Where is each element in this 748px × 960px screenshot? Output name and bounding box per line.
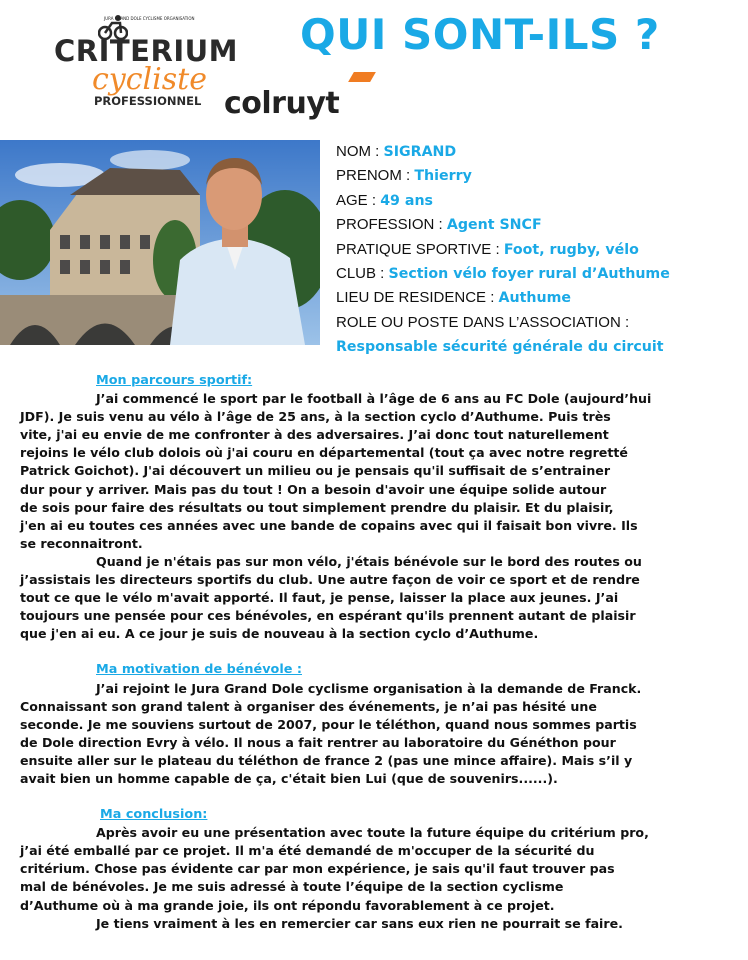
age-label: AGE : [336, 191, 381, 209]
profession-value: Agent SNCF [446, 217, 542, 234]
text-line: dur pour y arriver. Mais pas du tout ! On a besoin d'avoir une équipe solide autour [20, 481, 607, 497]
logo-colruyt: colruyt [224, 86, 340, 121]
motivation-heading: Ma motivation de bénévole : [96, 662, 302, 678]
text-line: vite, j'ai eu envie de me confronter à des adversaires. J’ai donc tout naturellement [20, 427, 609, 443]
conclusion-heading: Ma conclusion: [100, 807, 208, 823]
profession-label: PROFESSION : [336, 216, 447, 234]
text-line: Connaissant son grand talent à organiser des événements, je n’ai pas hésité une [20, 698, 597, 714]
lieu-label: LIEU DE RESIDENCE : [336, 289, 499, 307]
text-line: Quand je n'étais pas sur mon vélo, j'étais bénévole sur le bord des routes ou [96, 553, 642, 569]
logo-professionnel: PROFESSIONNEL [94, 94, 202, 108]
parcours-paragraph-2 [20, 553, 702, 643]
parcours-paragraph-1 [20, 390, 702, 553]
role-row [336, 311, 741, 335]
logo-small-text: JURA GRAND DOLE CYCLISME ORGANISATION [104, 16, 195, 21]
text-line: Je tiens vraiment à les en remercier car sans eux rien ne pourrait se faire. [96, 915, 623, 931]
text-line: que j'en ai eu. A ce jour je suis de nouveau à la section cyclo d’Authume. [20, 626, 539, 642]
text-line: j’assistais les directeurs sportifs du club. Une autre façon de voir ce sport et de rendre [20, 572, 640, 588]
conclusion-paragraph-1 [20, 824, 702, 914]
logo-criterium: CRITERIUM [54, 34, 239, 68]
motivation-paragraph-1 [20, 680, 702, 789]
text-line: j’ai été emballé par ce projet. Il m'a été demandé de m'occuper de la sécurité du [20, 843, 595, 859]
text-line: critérium. Chose pas évidente car par mon expérience, je sais qu'il faut trouver pas [20, 861, 615, 877]
text-line: d’Authume où à ma grande joie, ils ont répondu favorablement à ce projet. [20, 897, 555, 913]
page-title: QUI SONT-ILS ? [300, 10, 660, 59]
nom-row [336, 140, 741, 164]
conclusion-paragraph-2 [20, 915, 702, 933]
prenom-row [336, 164, 741, 188]
club-value: Section vélo foyer rural d’Authume [388, 266, 670, 283]
age-value: 49 ans [380, 192, 433, 209]
text-line: de sois pour faire des résultats ou tout simplement prendre du plaisir. Et du plaisir, [20, 499, 614, 515]
role-value: Responsable sécurité générale du circuit [336, 339, 664, 356]
nom-value: SIGRAND [383, 144, 457, 160]
pratique-label: PRATIQUE SPORTIVE : [336, 240, 504, 258]
nom-label: NOM : [336, 143, 384, 160]
text-line: ensuite aller sur le plateau du téléthon de france 2 (pas une mince affaire). Mais s’il y [20, 752, 633, 768]
text-line: mal de bénévoles. Je me suis adressé à toute l’équipe de la section cyclisme [20, 879, 564, 895]
article-body [20, 372, 702, 933]
text-line: Patrick Goichot). J'ai découvert un milieu ou je pensais qu'il suffisait de s’entrainer [20, 463, 611, 479]
profile-info [336, 140, 741, 360]
text-line: avait bien un homme capable de ça, c'était bien Lui (que de souvenirs......). [20, 770, 558, 786]
text-line: j'en ai eu toutes ces années avec une bande de copains avec qui il faisait bon vivre. Ils [20, 517, 638, 533]
text-line: Après avoir eu une présentation avec toute la future équipe du critérium pro, [96, 825, 649, 841]
text-line: toujours une pensée pour ces bénévoles, en espérant qu'ils prennent autant de plaisir [20, 608, 636, 624]
lieu-value: Authume [498, 290, 572, 307]
prenom-label: PRENOM : [336, 167, 415, 185]
age-row [336, 189, 741, 213]
text-line: tout ce que le vélo m'avait apporté. Il faut, je pense, laisser la place aux jeunes. J’ai [20, 590, 619, 606]
logo-cycliste: cycliste [92, 62, 207, 97]
text-line: rejoins le vélo club dolois où j'ai couru en départemental (tout ça avec notre regretté [20, 445, 628, 461]
text-line: J’ai rejoint le Jura Grand Dole cyclisme organisation à la demande de Franck. [96, 680, 642, 696]
colruyt-mark-icon [348, 72, 376, 82]
role-label: ROLE OU POSTE DANS L’ASSOCIATION : [336, 313, 630, 331]
prenom-value: Thierry [414, 168, 472, 185]
text-line: se reconnaitront. [20, 535, 143, 551]
text-line: de Dole direction Evry à vélo. Il nous a fait rentrer au laboratoire du Généthon pour [20, 734, 616, 750]
profession-row [336, 213, 741, 237]
club-label: CLUB : [336, 265, 389, 283]
role-value-row [336, 335, 741, 359]
pratique-row [336, 238, 741, 262]
portrait-photo-drawing [0, 140, 320, 345]
text-line: JDF). Je suis venu au vélo à l’âge de 25 ans, à la section cyclo d’Authume. Puis très [20, 409, 611, 425]
text-line: J’ai commencé le sport par le football à l’âge de 6 ans au FC Dole (aujourd’hui [96, 391, 652, 407]
pratique-value: Foot, rugby, vélo [503, 241, 639, 258]
club-row [336, 262, 741, 286]
text-line: seconde. Je me souviens surtout de 2007, pour le téléthon, quand nous sommes partis [20, 716, 637, 732]
lieu-row [336, 286, 741, 310]
parcours-heading: Mon parcours sportif: [96, 373, 253, 388]
portrait-photo [0, 140, 320, 345]
